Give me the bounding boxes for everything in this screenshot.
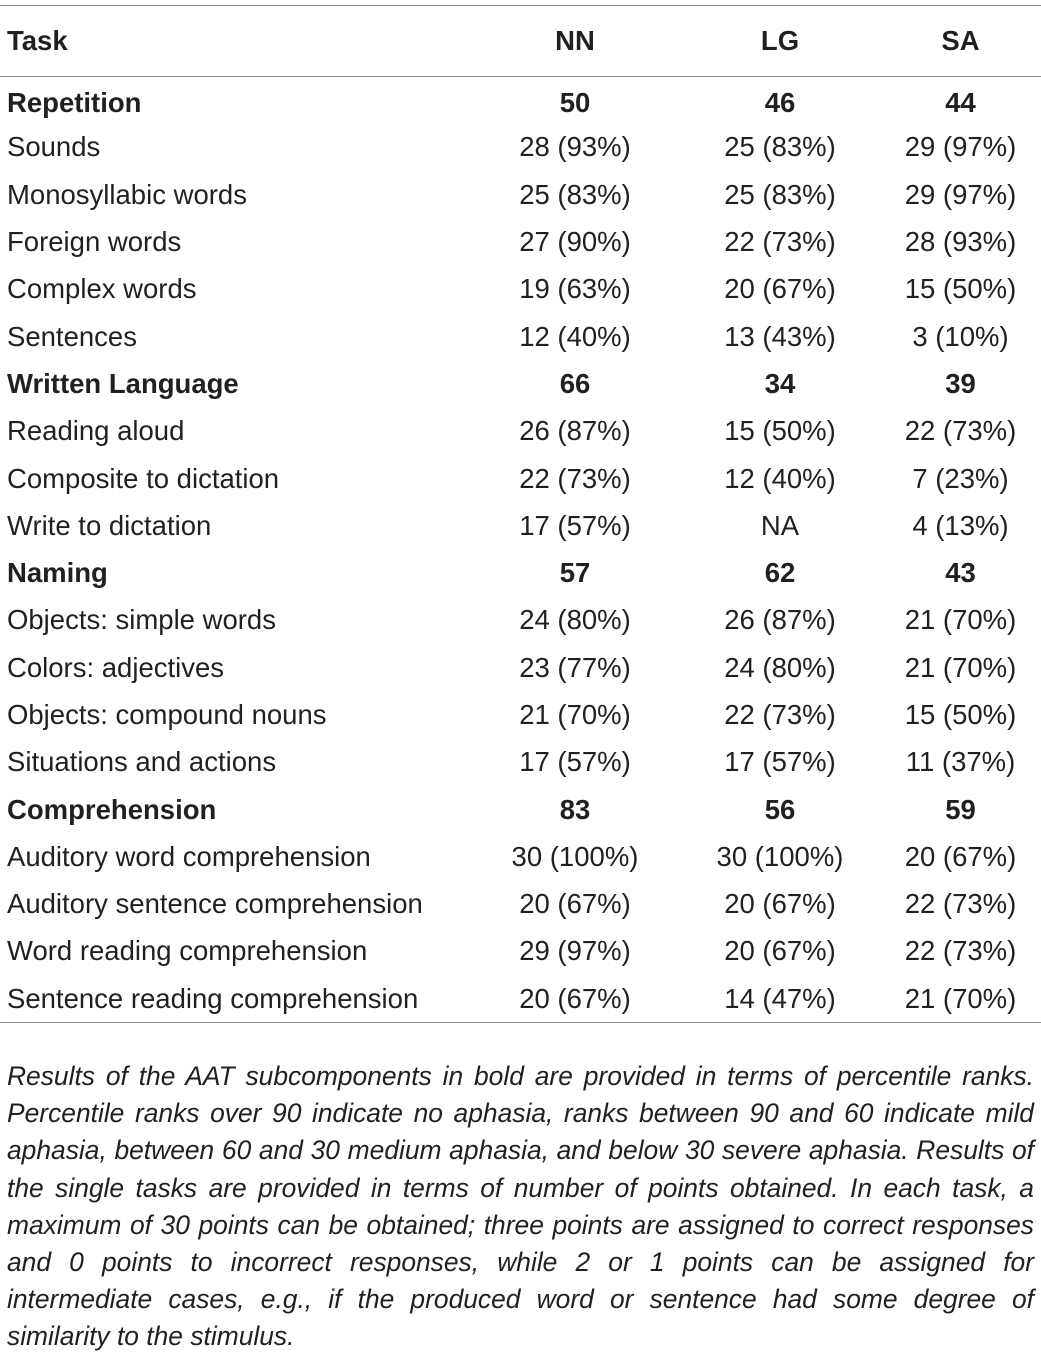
- lg-cell: 14 (47%): [724, 982, 836, 1014]
- lg-cell: 12 (40%): [724, 462, 836, 494]
- sa-cell: 21 (70%): [904, 982, 1017, 1014]
- table-body: [0, 77, 1041, 1023]
- task-cell: Colors: adjectives: [7, 651, 225, 683]
- task-cell: Objects: simple words: [7, 604, 276, 636]
- sa-cell: 39: [945, 367, 976, 399]
- sa-cell: 43: [945, 557, 976, 589]
- table-header: [0, 6, 1041, 77]
- sa-cell: 15 (50%): [904, 273, 1017, 305]
- nn-cell: 26 (87%): [519, 415, 631, 447]
- lg-cell: 56: [764, 793, 796, 825]
- nn-cell: 17 (57%): [519, 509, 631, 541]
- task-cell: Situations and actions: [7, 746, 277, 778]
- lg-cell: 17 (57%): [724, 746, 836, 778]
- task-cell: Reading aloud: [7, 415, 185, 447]
- sa-cell: 15 (50%): [904, 699, 1017, 730]
- lg-cell: 15 (50%): [724, 415, 836, 447]
- nn-cell: 22 (73%): [519, 462, 631, 494]
- sa-cell: 21 (70%): [904, 604, 1017, 636]
- nn-cell: 20 (67%): [519, 982, 631, 1014]
- sa-cell: 22 (73%): [904, 935, 1017, 967]
- table-row: [0, 644, 1041, 691]
- task-cell: Sounds: [7, 131, 101, 163]
- nn-cell: 29 (97%): [519, 935, 631, 967]
- sa-cell: 28 (93%): [904, 226, 1017, 258]
- table-row: [0, 266, 1041, 313]
- task-cell: Complex words: [7, 273, 197, 305]
- lg-cell: 24 (80%): [724, 651, 836, 683]
- sa-cell: 22 (73%): [904, 415, 1017, 447]
- table-row: [0, 408, 1041, 455]
- lg-cell: 46: [764, 87, 796, 119]
- task-cell: Word reading comprehension: [7, 935, 368, 967]
- task-cell: Composite to dictation: [7, 462, 280, 494]
- lg-cell: 22 (73%): [724, 699, 836, 730]
- nn-cell: 20 (67%): [519, 888, 631, 920]
- sa-cell: 22 (73%): [904, 888, 1017, 920]
- task-cell: Comprehension: [7, 793, 217, 825]
- table-footnote: Results of the AAT subcomponents in bold are provided in terms of percentile ranks. Percentile ranks over 90 indicate no aphasia, ranks between 90 and 60 indicate mild aphasia, between 60 and 30 medium aphasia, and below 30 severe aphasia. Results of the single tasks are provided in terms of number of points obtained. In each task, a maximum of 30 points can be obtained; three points are assigned to correct responses and 0 points to incorrect responses, while 2 or 1 points can be assigned for intermediate cases, e.g., if the produced word or sentence had some degree of similarity to the stimulus.: [7, 1061, 1034, 1352]
- table-row: [0, 171, 1041, 218]
- lg-cell: 20 (67%): [724, 273, 836, 305]
- table-row: [0, 597, 1041, 644]
- table-row: [0, 833, 1041, 880]
- nn-cell: 17 (57%): [519, 746, 631, 778]
- nn-cell: 23 (77%): [519, 651, 631, 683]
- sa-cell: 11 (37%): [905, 746, 1016, 778]
- section-row: [0, 77, 1041, 124]
- lg-cell: 62: [764, 557, 796, 589]
- task-cell: Sentence reading comprehension: [7, 982, 419, 1014]
- nn-cell: 66: [559, 367, 591, 399]
- sa-cell: 3 (10%): [912, 320, 1009, 352]
- task-cell: Auditory sentence comprehension: [7, 888, 423, 920]
- nn-cell: 25 (83%): [519, 178, 631, 210]
- lg-cell: NA: [760, 509, 800, 541]
- task-cell: Write to dictation: [7, 509, 212, 541]
- task-cell: Objects: compound nouns: [7, 699, 327, 730]
- nn-cell: 30 (100%): [511, 840, 639, 872]
- nn-cell: 19 (63%): [519, 273, 631, 305]
- section-row: [0, 786, 1041, 833]
- table-row: [0, 691, 1041, 738]
- task-cell: Monosyllabic words: [7, 178, 247, 210]
- header-lg: LG: [760, 25, 800, 56]
- nn-cell: 57: [559, 557, 591, 589]
- sa-cell: 20 (67%): [904, 840, 1017, 872]
- header-nn: NN: [555, 25, 595, 56]
- task-cell: Sentences: [7, 320, 137, 352]
- lg-cell: 22 (73%): [724, 226, 836, 258]
- nn-cell: 12 (40%): [519, 320, 631, 352]
- table-row: [0, 739, 1041, 786]
- sa-cell: 7 (23%): [912, 462, 1009, 494]
- table-row: [0, 124, 1041, 171]
- sa-cell: 44: [945, 87, 976, 119]
- table-row: [0, 313, 1041, 360]
- lg-cell: 30 (100%): [716, 840, 844, 872]
- section-row: [0, 360, 1041, 407]
- table-row: [0, 928, 1041, 975]
- task-cell: Written Language: [7, 367, 239, 399]
- lg-cell: 26 (87%): [724, 604, 836, 636]
- lg-cell: 20 (67%): [724, 935, 836, 967]
- nn-cell: 83: [559, 793, 591, 825]
- table-row: [0, 218, 1041, 265]
- task-cell: Foreign words: [7, 226, 182, 258]
- sa-cell: 4 (13%): [912, 509, 1009, 541]
- nn-cell: 24 (80%): [519, 604, 631, 636]
- table-row: [0, 455, 1041, 502]
- task-cell: Repetition: [7, 87, 142, 119]
- lg-cell: 25 (83%): [724, 178, 836, 210]
- table-row: [0, 881, 1041, 928]
- lg-cell: 34: [764, 367, 796, 399]
- lg-cell: 13 (43%): [724, 320, 836, 352]
- table-row: [0, 502, 1041, 549]
- nn-cell: 21 (70%): [519, 699, 631, 730]
- header-task: Task: [7, 25, 68, 56]
- lg-cell: 25 (83%): [724, 131, 836, 163]
- task-cell: Naming: [7, 557, 108, 589]
- sa-cell: 59: [945, 793, 976, 825]
- nn-cell: 50: [559, 87, 591, 119]
- task-cell: Auditory word comprehension: [7, 840, 371, 872]
- sa-cell: 21 (70%): [904, 651, 1017, 683]
- sa-cell: 29 (97%): [904, 131, 1017, 163]
- header-sa: SA: [941, 25, 980, 56]
- nn-cell: 27 (90%): [519, 226, 631, 258]
- table-row: [0, 975, 1041, 1022]
- aat-results-table: [0, 5, 1041, 1023]
- sa-cell: 29 (97%): [904, 178, 1017, 210]
- header-row: [0, 6, 1041, 77]
- section-row: [0, 549, 1041, 596]
- lg-cell: 20 (67%): [724, 888, 836, 920]
- nn-cell: 28 (93%): [519, 131, 631, 163]
